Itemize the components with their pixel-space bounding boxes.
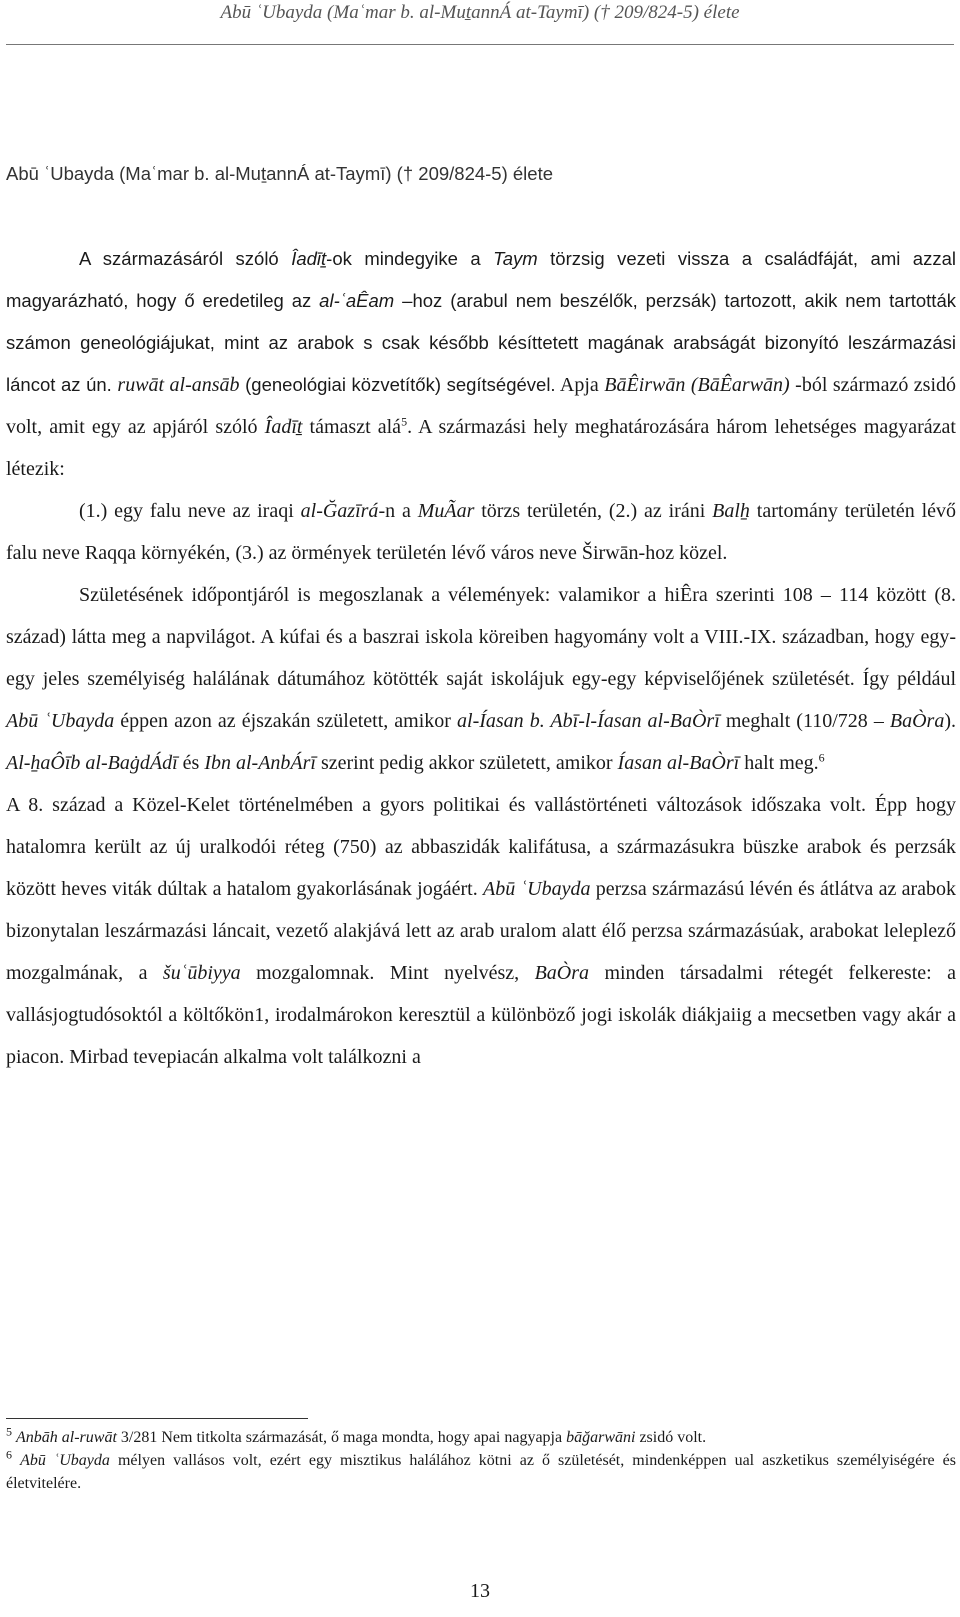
- footnote-6: $^6$ Abū ʿUbayda mélyen vallásos volt, ezért egy misztikus halálához kötni az ő születését, mindenképpen ual aszketikus személyiségére és életvitelére.: [6, 1447, 957, 1492]
- section-heading: Abū ʿUbayda (Maʿmar b. al-MuṯannÁ at-Taymī) († 209/824-5) élete: [6, 163, 554, 184]
- paragraph-context: A 8. század a Közel-Kelet történelmében a gyors politikai és vallástörténeti változások időszaka volt. Épp hogy hatalomra került az új uralkodói réteg (750) az abbaszidák kalifátusa, a származásukra büszke arabok és perzsák között heves viták dúltak a hatalom gyakorlásának jogáért. Abū ʿUbayda perzsa származású lévén és átlátva az arabok bizonytalan leszármazási láncait, vezető alakjává lett az arab uralom alatt élő perzsa származásúak, arabokat leleplező mozgalmának, a šuʿūbiyya mozgalomnak. Mint nyelvész, BaÒra minden társadalmi rétegét felkereste: a vallásjogtudósoktól a költőkön1, irodalmárokon keresztül a különböző jogi iskolák diákjaiig a mecsetben vagy akár a piacon. Mirbad tevepiacán alkalma volt találkozni a: [6, 794, 957, 1068]
- footnotes: [6, 1426, 956, 1495]
- footnote-5: $^5$ Anbāh al-ruwāt 3/281 Nem titkolta származását, ő maga mondta, hogy apai nagyapja bāğarwāni zsidó volt.: [6, 1424, 707, 1446]
- footnote-ref-6[interactable]: 6: [818, 750, 825, 765]
- header-rule: [6, 44, 954, 45]
- footnote-rule: [6, 1418, 308, 1419]
- paragraph-locations: (1.) egy falu neve az iraqi al-Ğazīrá-n a MuÃar törzs területén, (2.) az iráni Balẖ tartomány területén lévő falu neve Raqqa környékén, (3.) az örmények területén lévő város neve Širwān-hoz közel.: [6, 500, 957, 564]
- footnote-ref-5[interactable]: 5: [401, 414, 408, 429]
- running-head: Abū ʿUbayda (Maʿmar b. al-MuṯannÁ at-Taymī) († 209/824-5) élete: [220, 2, 740, 23]
- page-number: 13: [470, 1580, 490, 1602]
- paragraph-birth: Születésének időpontjáról is megoszlanak a vélemények: valamikor a hiÊra szerinti 108 – 114 között (8. század) látta meg a napvilágot. A kúfai és a baszrai iskola köreiben hagyomány volt a VIII.-IX. században, hogy egy-egy jeles személyiség halálának dátumához kötötték saját iskolájuk egy-egy képviselőjének születését. Így például Abū ʿUbayda éppen azon az éjszakán született, amikor al-Íasan b. Abī-l-Íasan al-BaÒrī meghalt (110/728 – BaÒra). Al-ẖaÔīb al-BaġdÁdī és Ibn al-AnbÁrī szerint pedig akkor született, amikor Íasan al-BaÒrī halt meg.$^6$: [6, 584, 957, 774]
- paragraph-origin: A származásáról szóló Îadīṯ-ok mindegyike a Taym törzsig vezeti vissza a családfáját, ami azzal magyarázható, hogy ő eredetileg az al-ʿaÊam –hoz (arabul nem beszélők, perzsák) tartozott, akik nem tartották számon geneológiájukat, mint az arabok s csak később késíttetett magának arabságát bizonyító leszármazási láncot az ún. ruwāt al-ansāb (geneológiai közvetítők) segítségével. Apja BāÊirwān (BāÊarwān) -ból származó zsidó volt, amit egy az apjáról szóló Îadīṯ támaszt alá$^5$. A származási hely meghatározására három lehetséges magyarázat létezik:: [6, 248, 957, 480]
- body-text: [6, 238, 956, 1078]
